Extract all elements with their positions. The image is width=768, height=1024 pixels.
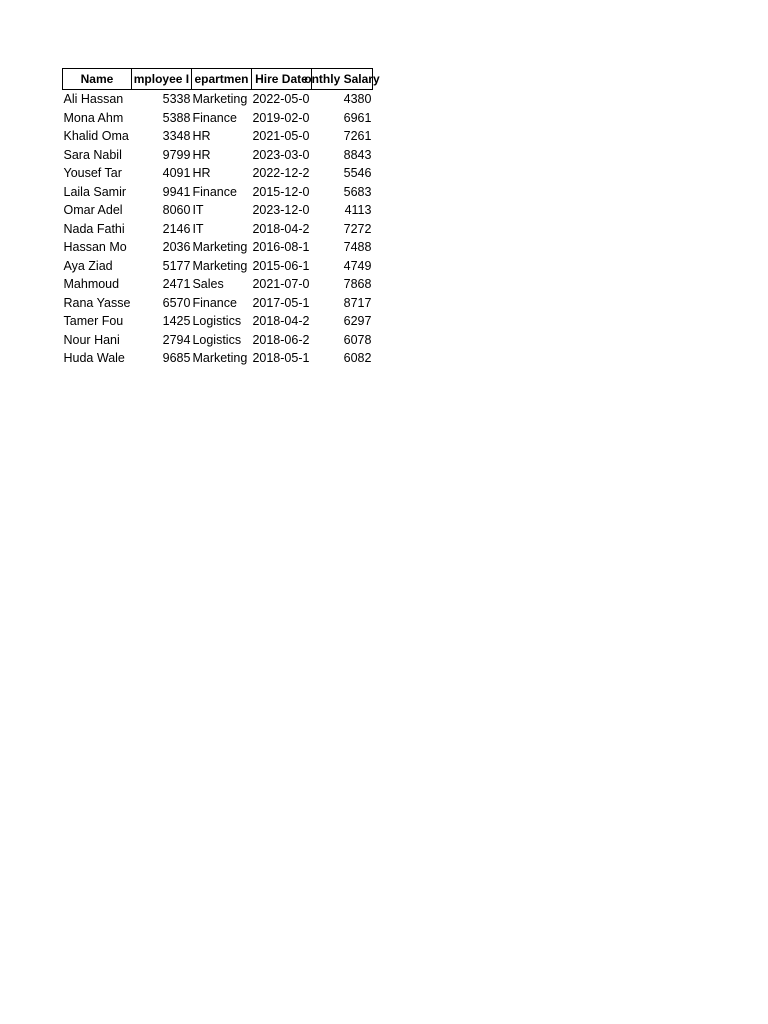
cell-name[interactable]: Aya Ziad [63, 258, 113, 273]
table-row [63, 257, 373, 276]
cell-employee-id[interactable]: 4091 [162, 166, 191, 181]
cell-hire-date[interactable]: 2023-03-0 [252, 147, 310, 162]
cell-hire-date[interactable]: 2015-12-0 [252, 184, 310, 199]
cell-name[interactable]: Nour Hani [63, 332, 120, 347]
cell-hire-date[interactable]: 2018-04-2 [252, 221, 310, 236]
cell-employee-id[interactable]: 2146 [162, 221, 191, 236]
cell-name[interactable]: Hassan Mo [63, 240, 127, 255]
cell-employee-id[interactable]: 5388 [162, 110, 191, 125]
cell-monthly-salary[interactable]: 7868 [343, 277, 372, 292]
table-row [63, 294, 373, 313]
cell-department[interactable]: Marketing [192, 351, 248, 366]
cell-department[interactable]: Marketing [192, 92, 248, 107]
cell-monthly-salary[interactable]: 7272 [343, 221, 372, 236]
cell-department[interactable]: HR [192, 129, 211, 144]
cell-employee-id[interactable]: 5338 [162, 92, 191, 107]
cell-hire-date[interactable]: 2019-02-0 [252, 110, 310, 125]
cell-monthly-salary[interactable]: 4380 [343, 92, 372, 107]
table-row [63, 238, 373, 257]
cell-employee-id[interactable]: 2471 [162, 277, 191, 292]
cell-name[interactable]: Omar Adel [63, 203, 123, 218]
cell-name[interactable]: Sara Nabil [63, 147, 122, 162]
cell-monthly-salary[interactable]: 7488 [343, 240, 372, 255]
cell-department[interactable]: IT [192, 203, 204, 218]
cell-department[interactable]: Marketing [192, 258, 248, 273]
header-row [63, 69, 373, 90]
cell-name[interactable]: Tamer Fou [63, 314, 124, 329]
table-row [63, 220, 373, 239]
cell-name[interactable]: Khalid Oma [63, 129, 129, 144]
cell-monthly-salary[interactable]: 6078 [343, 332, 372, 347]
header-monthly-salary[interactable]: onthly Salary [311, 69, 372, 90]
cell-employee-id[interactable]: 9799 [162, 147, 191, 162]
cell-monthly-salary[interactable]: 8717 [343, 295, 372, 310]
cell-employee-id[interactable]: 2036 [162, 240, 191, 255]
cell-name[interactable]: Ali Hassan [63, 92, 124, 107]
header-employee-id[interactable]: mployee I [131, 69, 191, 90]
cell-hire-date[interactable]: 2018-05-1 [252, 351, 310, 366]
cell-hire-date[interactable]: 2015-06-1 [252, 258, 310, 273]
cell-department[interactable]: HR [192, 166, 211, 181]
cell-monthly-salary[interactable]: 6082 [343, 351, 372, 366]
cell-monthly-salary[interactable]: 8843 [343, 147, 372, 162]
cell-employee-id[interactable]: 9685 [162, 351, 191, 366]
cell-employee-id[interactable]: 2794 [162, 332, 191, 347]
cell-department[interactable]: Finance [192, 295, 237, 310]
cell-name[interactable]: Rana Yasse [63, 295, 131, 310]
cell-monthly-salary[interactable]: 4113 [344, 203, 372, 218]
employee-table [62, 68, 380, 368]
cell-hire-date[interactable]: 2017-05-1 [252, 295, 310, 310]
table-row [63, 183, 373, 202]
cell-department[interactable]: IT [192, 221, 204, 236]
table-row [63, 201, 373, 220]
cell-hire-date[interactable]: 2018-04-2 [252, 314, 310, 329]
table-row [63, 331, 373, 350]
cell-name[interactable]: Huda Wale [63, 351, 125, 366]
cell-department[interactable]: Marketing [192, 240, 248, 255]
cell-name[interactable]: Laila Samir [63, 184, 127, 199]
cell-monthly-salary[interactable]: 4749 [343, 258, 372, 273]
table-row [63, 127, 373, 146]
cell-department[interactable]: Sales [192, 277, 224, 292]
cell-monthly-salary[interactable]: 5546 [343, 166, 372, 181]
cell-hire-date[interactable]: 2016-08-1 [252, 240, 310, 255]
cell-name[interactable]: Mona Ahm [63, 110, 124, 125]
header-hire-date[interactable]: Hire Date [251, 69, 311, 90]
table-row [63, 312, 373, 331]
cell-employee-id[interactable]: 6570 [162, 295, 191, 310]
cell-hire-date[interactable]: 2021-07-0 [252, 277, 310, 292]
cell-employee-id[interactable]: 5177 [162, 258, 191, 273]
cell-department[interactable]: Logistics [192, 332, 242, 347]
cell-monthly-salary[interactable]: 5683 [343, 184, 372, 199]
header-name[interactable]: Name [63, 69, 132, 90]
cell-employee-id[interactable]: 1425 [162, 314, 191, 329]
table-row [63, 146, 373, 165]
cell-department[interactable]: Finance [192, 184, 237, 199]
cell-hire-date[interactable]: 2023-12-0 [252, 203, 310, 218]
cell-hire-date[interactable]: 2022-12-2 [252, 166, 310, 181]
cell-monthly-salary[interactable]: 7261 [343, 129, 372, 144]
cell-name[interactable]: Nada Fathi [63, 221, 125, 236]
table-body [63, 90, 373, 368]
cell-hire-date[interactable]: 2021-05-0 [252, 129, 310, 144]
cell-department[interactable]: HR [192, 147, 211, 162]
table-row [63, 164, 373, 183]
table-row [63, 109, 373, 128]
cell-monthly-salary[interactable]: 6961 [343, 110, 372, 125]
cell-hire-date[interactable]: 2018-06-2 [252, 332, 310, 347]
table-row [63, 90, 373, 109]
cell-monthly-salary[interactable]: 6297 [343, 314, 372, 329]
cell-employee-id[interactable]: 9941 [162, 184, 191, 199]
cell-name[interactable]: Yousef Tar [63, 166, 122, 181]
cell-department[interactable]: Logistics [192, 314, 242, 329]
cell-department[interactable]: Finance [192, 110, 237, 125]
table-row [63, 275, 373, 294]
cell-hire-date[interactable]: 2022-05-0 [252, 92, 310, 107]
header-department[interactable]: epartmen [191, 69, 251, 90]
cell-name[interactable]: Mahmoud [63, 277, 120, 292]
cell-employee-id[interactable]: 3348 [162, 129, 191, 144]
table-row [63, 349, 373, 368]
cell-employee-id[interactable]: 8060 [162, 203, 191, 218]
